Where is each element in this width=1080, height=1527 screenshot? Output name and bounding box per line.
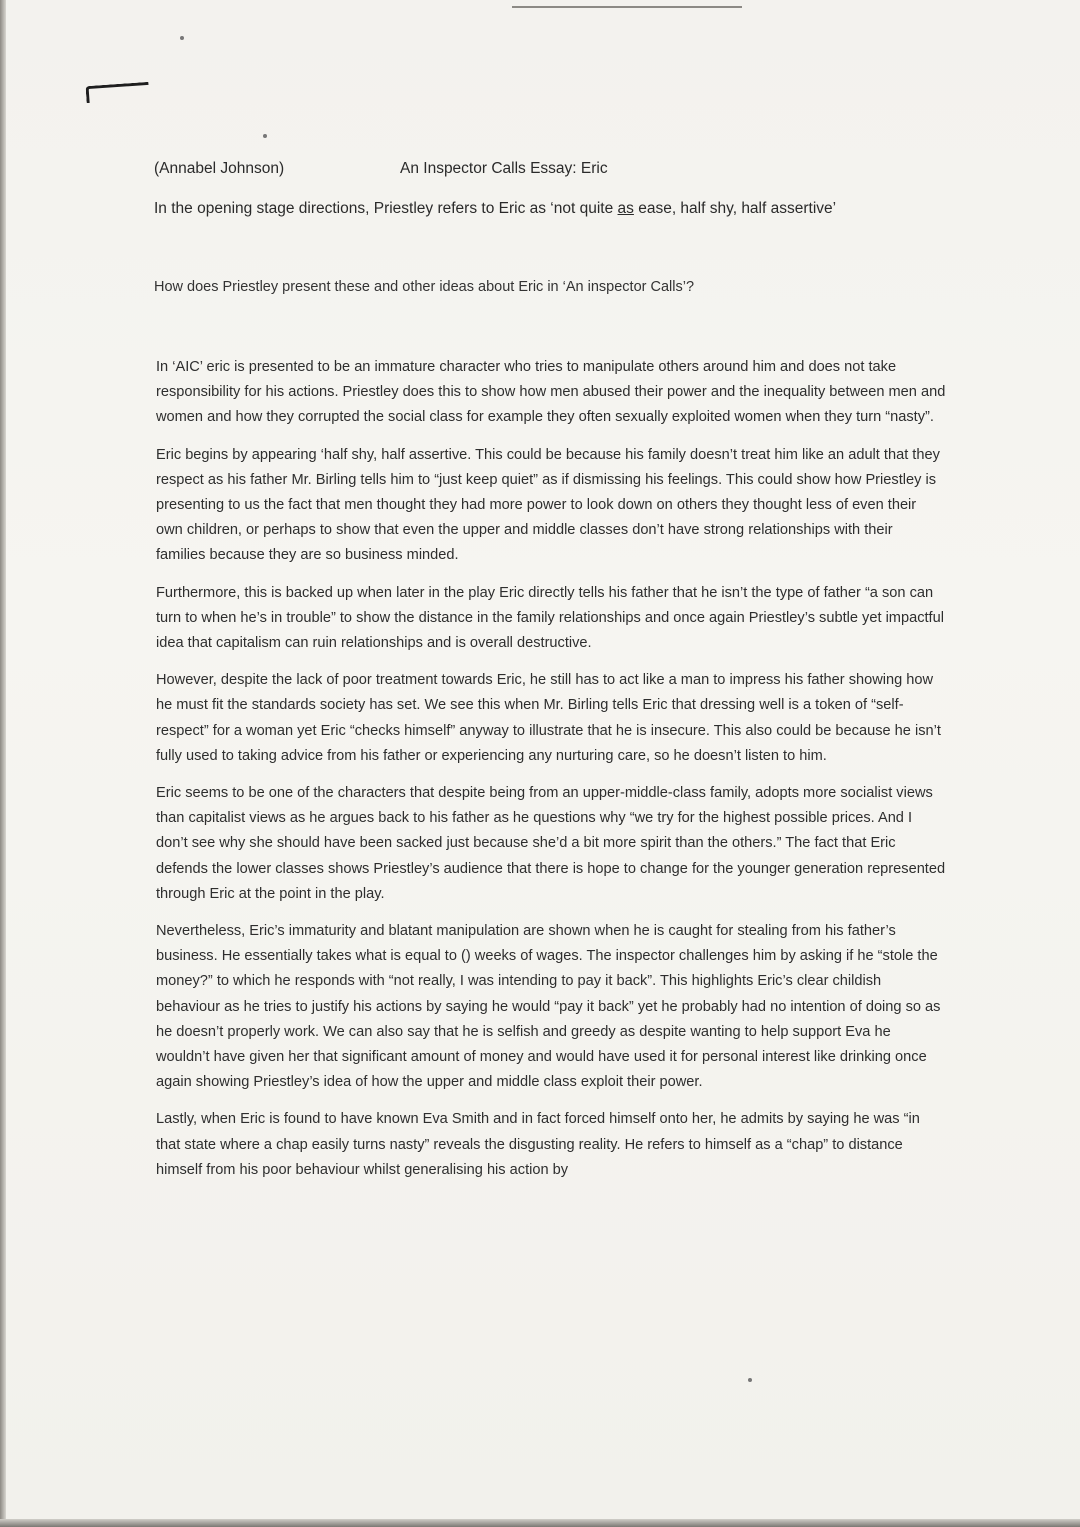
prompt-underlined-word: as	[617, 200, 634, 217]
essay-prompt	[154, 200, 954, 218]
paragraph-half-shy: Eric begins by appearing ‘half shy, half assertive. This could be because his family doesn’t treat him like an adult that they respect as his father Mr. Birling tells him to “just keep quiet” as if dismissing his feelings. This could show how Priestley is presenting to us the fact that men thought they had more power to look down on others they thought less of even their own children, or perhaps to show that even the upper and middle classes don’t have strong relationships with their families because they are so business minded.	[156, 446, 940, 564]
paragraph-nevertheless: Nevertheless, Eric’s immaturity and blatant manipulation are shown when he is caught for stealing from his father’s business. He essentially takes what is equal to () weeks of wages. The inspector challenges him by asking if he “stole the money?” to which he responds with “not really, I was intending to pay it back”. This highlights Eric’s clear childish behaviour as he tries to justify his actions by saying he would “pay it back” yet he probably had no intention of doing so as he doesn’t properly work. We can also say that he is selfish and greedy as despite wanting to help support Eva he wouldn’t have given her that significant amount of money and would have used it for personal interest like drinking once again showing Priestley’s idea of how the upper and middle class exploit their power.	[156, 923, 941, 1091]
scan-top-mark	[512, 6, 742, 8]
paragraph-furthermore: Furthermore, this is backed up when later in the play Eric directly tells his father that he isn’t the type of father “a son can turn to when he’s in trouble” to show the distance in the family relationships and once again Priestley’s subtle yet impactful idea that capitalism can ruin relationships and is overall destructive.	[156, 584, 944, 652]
essay-question: How does Priestley present these and other ideas about Eric in ‘An inspector Calls’?	[154, 279, 695, 295]
essay-header	[154, 160, 914, 182]
pen-mark	[85, 82, 149, 103]
scan-dot	[263, 134, 267, 138]
essay-title: An Inspector Calls Essay: Eric	[400, 160, 608, 177]
scan-dot	[180, 36, 184, 40]
paragraph-socialist-views: Eric seems to be one of the characters that despite being from an upper-middle-class family, adopts more socialist views than capitalist views as he argues back to his father as he questions why “we try for the highest possible prices. And I don’t see why she should have been sacked just because she’d a bit more spirit than the others.” The fact that Eric defends the lower classes shows Priestley’s audience that there is hope to change for the younger generation represented through Eric at the point in the play.	[156, 785, 946, 902]
essay-body	[156, 355, 946, 1195]
prompt-text-end: ease, half shy, half assertive’	[633, 200, 837, 217]
paragraph-however: However, despite the lack of poor treatment towards Eric, he still has to act like a man to impress his father showing how he must fit the standards society has set. We see this when Mr. Birling tells Eric that dressing well is a token of “self-respect” for a woman yet Eric “checks himself” anyway to illustrate that he is insecure. This also could be because he isn’t fully used to taking advice from his father or experiencing any nurturing care, so he doesn’t listen to him.	[156, 672, 941, 764]
paragraph-lastly: Lastly, when Eric is found to have known Eva Smith and in fact forced himself onto her, he admits by saying he was “in that state where a chap easily turns nasty” reveals the disgusting reality. He refers to himself as a “chap” to distance himself from his poor behaviour whilst generalising his action by	[156, 1111, 920, 1178]
prompt-text-start: In the opening stage directions, Priestley refers to Eric as ‘not quite	[154, 200, 618, 217]
scan-left-edge	[0, 0, 6, 1527]
author-name: (Annabel Johnson)	[154, 160, 285, 177]
scan-dot	[748, 1378, 752, 1382]
scan-bottom-edge	[0, 1519, 1080, 1527]
paragraph-intro: In ‘AIC’ eric is presented to be an immature character who tries to manipulate others around him and does not take responsibility for his actions. Priestley does this to show how men abused their power and the inequality between men and women and how they corrupted the social class for example they often sexually exploited women when they turn “nasty”.	[156, 359, 946, 426]
